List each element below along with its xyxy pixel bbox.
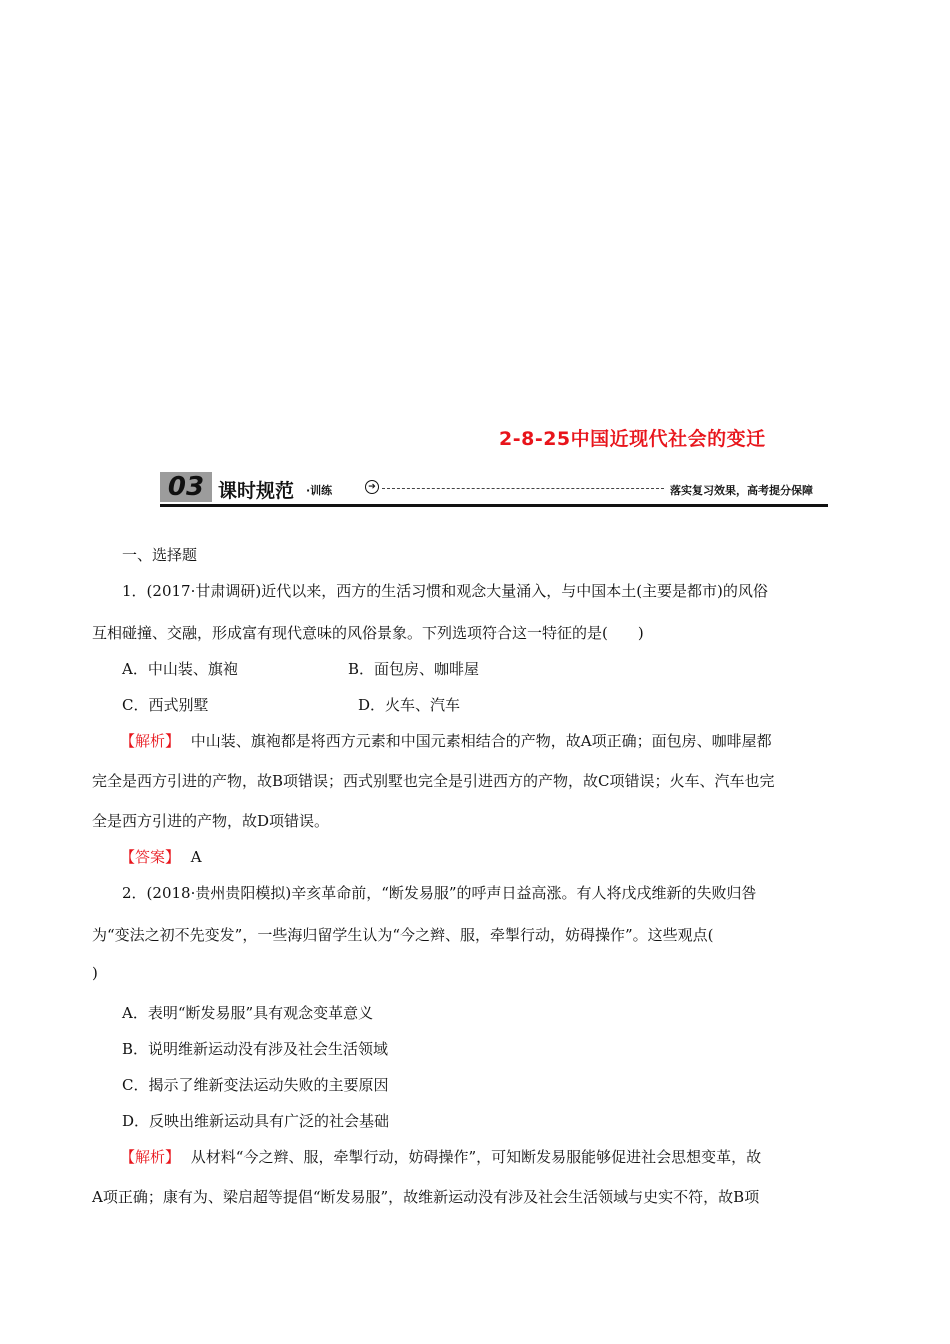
q1-analysis-line1 — [120, 730, 772, 751]
q1-stem-line1: 1．(2017·甘肃调研)近代以来，西方的生活习惯和观念大量涌入，与中国本土(主要是都市)的风俗 — [122, 582, 768, 600]
q2-option-d: D．反映出维新运动具有广泛的社会基础 — [122, 1112, 390, 1130]
q2-option-b: B．说明维新运动没有涉及社会生活领域 — [122, 1040, 389, 1058]
q2-option-a: A．表明“断发易服”具有观念变革意义 — [122, 1004, 374, 1022]
q1-answer: A — [190, 848, 202, 866]
q1-answer-tag: 【答案】 — [120, 848, 181, 866]
q1-analysis-line2: 完全是西方引进的产物，故B项错误；西式别墅也完全是引进西方的产物，故C项错误；火车、汽车也完 — [92, 772, 775, 790]
banner-number: 03 — [160, 472, 212, 502]
banner-title: 课时规范 — [218, 480, 295, 502]
q2-analysis-line2: A项正确；康有为、梁启超等提倡“断发易服”，故维新运动没有涉及社会生活领域与史实不符，故B项 — [92, 1188, 760, 1206]
q1-analysis-text1: 中山装、旗袍都是将西方元素和中国元素相结合的产物，故A项正确；面包房、咖啡屋都 — [190, 732, 772, 750]
q2-analysis-line1 — [120, 1146, 761, 1167]
q1-option-a: A．中山装、旗袍 — [122, 660, 238, 678]
q1-option-b: B．面包房、咖啡屋 — [348, 660, 480, 678]
banner-slogan: 落实复习效果，高考提分保障 — [670, 484, 813, 497]
q1-analysis-tag: 【解析】 — [120, 732, 181, 750]
q1-stem-line2: 互相碰撞、交融，形成富有现代意味的风俗景象。下列选项符合这一特征的是( ) — [92, 624, 644, 642]
q2-stem-line1: 2．(2018·贵州贵阳模拟)辛亥革命前，“断发易服”的呼声日益高涨。有人将戊戌维新的失败归咎 — [122, 884, 757, 902]
q2-stem-line2: 为“变法之初不先变发”，一些海归留学生认为“今之辫、服，牵掣行动，妨碍操作”。这些观点( — [92, 926, 714, 944]
banner-underline — [160, 504, 828, 507]
q2-stem-line3: ) — [92, 964, 98, 982]
q1-answer-line — [120, 846, 202, 867]
q1-option-c: C．西式别墅 — [122, 696, 209, 714]
section-banner — [160, 472, 828, 510]
banner-divider — [382, 488, 664, 489]
arrow-right-icon: ➔ — [365, 480, 379, 494]
q2-analysis-tag: 【解析】 — [120, 1148, 181, 1166]
q2-option-c: C．揭示了维新变法运动失败的主要原因 — [122, 1076, 389, 1094]
q2-analysis-text1: 从材料“今之辫、服，牵掣行动，妨碍操作”，可知断发易服能够促进社会思想变革，故 — [190, 1148, 762, 1166]
page-title: 2-8-25中国近现代社会的变迁 — [499, 428, 766, 450]
section-heading: 一、选择题 — [122, 546, 198, 564]
q1-analysis-line3: 全是西方引进的产物，故D项错误。 — [92, 812, 330, 830]
banner-subtitle: ·训练 — [306, 484, 333, 497]
q1-option-d: D．火车、汽车 — [358, 696, 461, 714]
